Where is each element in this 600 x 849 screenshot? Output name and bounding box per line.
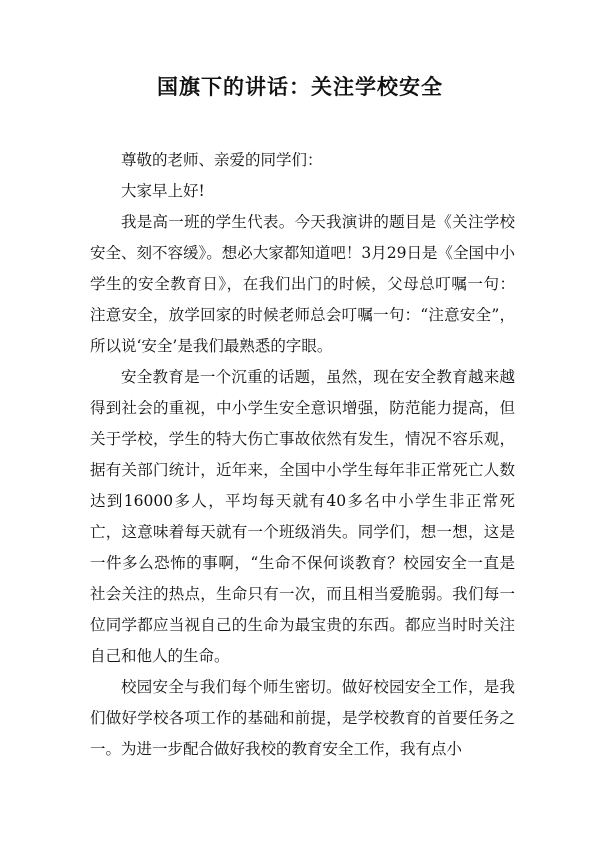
greeting-paragraph: 大家早上好! <box>121 182 205 200</box>
safety-education-paragraph: 安全教育是一个沉重的话题，虽然，现在安全教育越来越得到社会的重视，中小学生安全意识增强，防范能力提高，但关于学校，学生的特大伤亡事故依然有发生，情况不容乐观，据有关部门统计，近年来，全国中小学生每年非正常死亡人数达到16000多人，平均每天就有40多名中小学生非正常死亡，这意味着每天就有一个班级消失。同学们，想一想，这是一件多么恐怖的事啊，“生命不保何谈教育？校园安全一直是社会关注的热点，生命只有一次，而且相当爱脆弱。我们每一位同学都应当视自己的生命为最宝贵的东西。都应当时时关注自己和他人的生命。 <box>90 368 515 665</box>
campus-safety-paragraph: 校园安全与我们每个师生密切。做好校园安全工作，是我们做好学校各项工作的基础和前提，是学校教育的首要任务之一。为进一步配合做好我校的教育安全工作，我有点小 <box>90 678 515 758</box>
intro-paragraph: 我是高一班的学生代表。今天我演讲的题目是《关注学校安全、刻不容缓》。想必大家都知道吧！3月29日是《全国中小学生的安全教育日》，在我们出门的时候，父母总叮嘱一句：注意安全，放学回家的时候老师总会叮嘱一句：“注意安全”， 所以说‘安全’是我们最熟悉的字眼。 <box>90 213 515 355</box>
page-title: 国旗下的讲话：关注学校安全 <box>157 75 443 99</box>
salutation-paragraph: 尊敬的老师、亲爱的同学们： <box>121 151 323 169</box>
speech-body <box>90 145 515 765</box>
